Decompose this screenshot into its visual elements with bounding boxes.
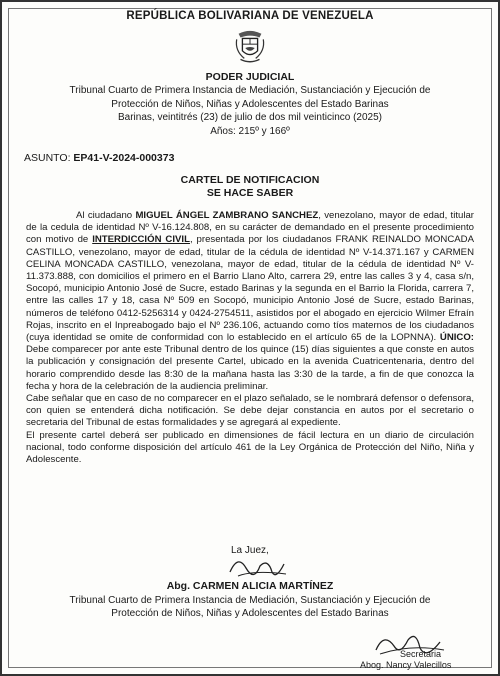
republic-title: REPÚBLICA BOLIVARIANA DE VENEZUELA: [126, 10, 374, 22]
court-header: [42, 84, 458, 138]
paragraph-3: El presente cartel deberá ser publicado en dimensiones de fácil lectura en un diario de circulación nacional, todo conforme disposición del artículo 461 de la Ley Orgánica de Protección del Niño, Niña y Adolescente.: [26, 429, 474, 466]
court-line-2: Protección de Niños, Niñas y Adolescentes del Estado Barinas: [111, 98, 389, 110]
signature-court-line-2: Protección de Niños, Niñas y Adolescentes del Estado Barinas: [111, 608, 389, 619]
p1-text-a: Al ciudadano: [76, 210, 136, 221]
power-title: PODER JUDICIAL: [205, 71, 295, 83]
case-type: INTERDICCIÓN CIVIL: [92, 234, 190, 246]
judge-name: Abg. CARMEN ALICIA MARTÍNEZ: [166, 580, 334, 592]
p1-text-c: , presentada por los ciudadanos FRANK REINALDO MONCADA CASTILLO, venezolano, mayor de edad, titular de la cédula de identidad Nº V-14.371.167 y CARMEN CELINA MONCADA CASTILLO, venezolana, mayor de edad, titular de la cédula de identidad Nº V-11.373.888, con domicilios el primero en el Barrio Llano Alto, carrera 29, entre las calles 3 y 4, casa s/n, Socopó, municipio Antonio José de Sucre, estado Barinas y la segunda en el Barrio la Florida, carrera 7, entre las calles 17 y 18, casa Nº 509 en Socopó, municipio Antonio José de Sucre, estado Barinas, números de teléfono 0412-5256314 y 0424-2754511, asistidos por el abogado en ejercicio Wilmer Efraín Rojas, inscrito en el Inpreabogado bajo el Nº 236.106, actuando como tíos maternos de los ciudadanos (cuya identidad se omite de conformidad con lo establecido en el artículo 65 de la LOPNNA).: [26, 234, 474, 344]
signature-court: [42, 594, 458, 620]
paragraph-2: Cabe señalar que en caso de no comparecer en el plazo señalado, se le nombrará defensor o defensora, con quien se entenderá dicha notificación. Se debe dejar constancia en autos por el secretario o secretaria del Tribunal de estas formalidades y se agregará al expediente.: [26, 393, 474, 429]
secretary-label: Secretaria: [400, 649, 442, 659]
secretary-name: Abog. Nancy Valecillos: [360, 660, 452, 670]
notice-heading: [2, 174, 498, 200]
notice-body: [26, 210, 474, 466]
notice-title: CARTEL DE NOTIFICACION: [180, 174, 320, 186]
case-reference: [24, 152, 174, 164]
defendant-name: MIGUEL ÁNGEL ZAMBRANO SANCHEZ: [135, 210, 319, 221]
years-line: Años: 215º y 166º: [210, 125, 290, 137]
case-label: ASUNTO:: [24, 152, 71, 164]
p1-text-d: Debe comparecer por ante este Tribunal dentro de los quince (15) días siguientes a que conste en autos la publicación y consignación del presente Cartel, ubicado en la avenida Cuatricentenaria, dentro del horario comprendido desde las 8:30 de la mañana hasta las 3:30 de la tarde, a fin de que conozca la fecha y hora de la celebración de la audiencia preliminar.: [26, 344, 474, 392]
date-line: Barinas, veintitrés (23) de julio de dos mil veinticinco (2025): [117, 112, 382, 123]
case-number: EP41-V-2024-000373: [73, 152, 175, 164]
coat-of-arms-icon: [231, 28, 269, 66]
p1-text-b: , venezolano, mayor de edad, titular de la cedula de identidad Nº V-16.124.808, en su carácter de demandado en el presente procedimiento con motivo de: [26, 210, 475, 246]
judge-signature: [224, 550, 294, 584]
notice-subtitle: SE HACE SABER: [206, 187, 294, 199]
signature-court-line-1: Tribunal Cuarto de Primera Instancia de Mediación, Sustanciación y Ejecución de: [69, 595, 431, 606]
unico-label: ÚNICO:: [439, 332, 474, 344]
paragraph-1: [26, 210, 474, 393]
judge-label: La Juez,: [231, 545, 269, 556]
court-line-1: Tribunal Cuarto de Primera Instancia de Mediación, Sustanciación y Ejecución de: [69, 85, 431, 96]
